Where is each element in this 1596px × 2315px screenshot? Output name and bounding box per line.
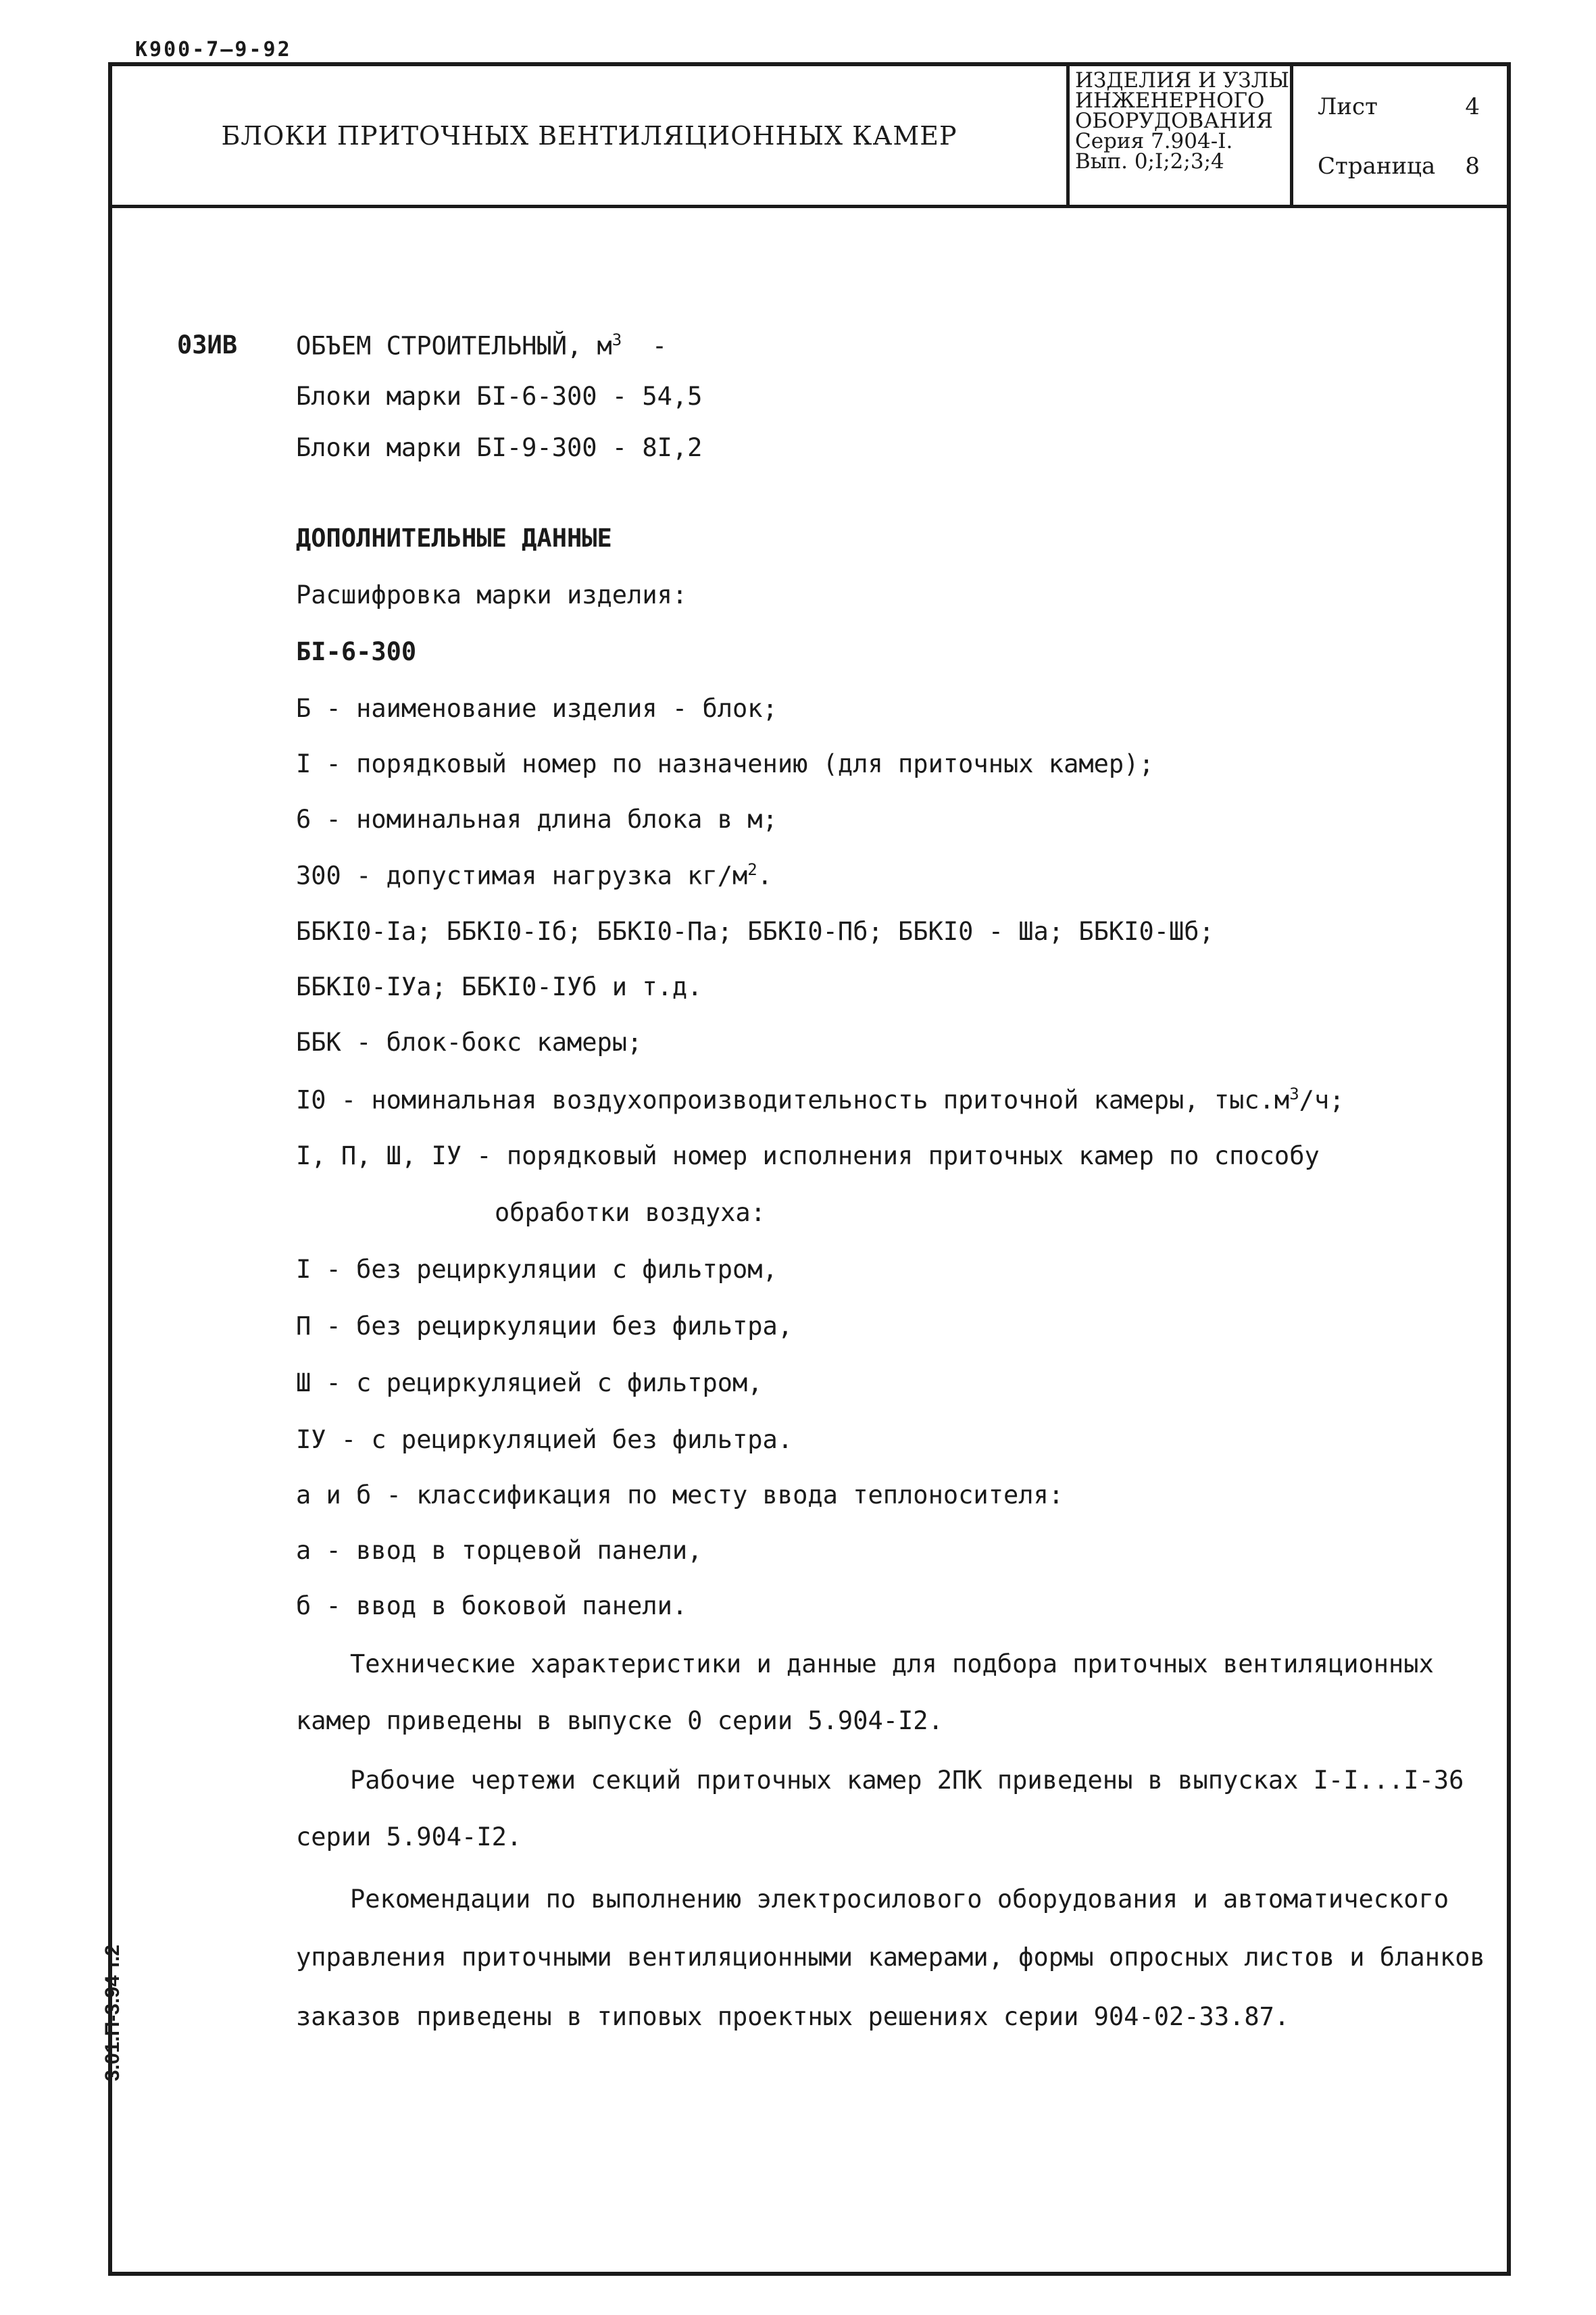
document-code: К900-7—9-92 bbox=[135, 38, 292, 61]
series-line: Серия 7.904-I. bbox=[1075, 129, 1233, 153]
decode-line-b: Б - наименование изделия - блок; bbox=[296, 694, 778, 723]
capacity-text: I0 - номинальная воздухопроизводительность приточной камеры, тыс.м bbox=[296, 1085, 1290, 1115]
paragraph-1-line-2: камер приведены в выпуске 0 серии 5.904-I2. bbox=[296, 1706, 943, 1735]
sheet-row bbox=[1318, 93, 1480, 120]
decode-line-300 bbox=[296, 860, 772, 890]
series-block bbox=[1070, 66, 1293, 205]
page-row bbox=[1318, 153, 1480, 180]
paragraph-3-line-1: Рекомендации по выполнению электросилового оборудования и автоматического bbox=[350, 1885, 1449, 1914]
title-block bbox=[112, 66, 1507, 208]
extra-data-title: ДОПОЛНИТЕЛЬНЫЕ ДАННЫЕ bbox=[296, 524, 612, 553]
volume-unit-sup: 3 bbox=[612, 330, 622, 349]
option-4: IУ - с рециркуляцией без фильтра. bbox=[296, 1425, 793, 1454]
block-volume-2: Блоки марки БI-9-300 - 8I,2 bbox=[296, 433, 703, 462]
series-line: ИНЖЕНЕРНОГО bbox=[1075, 89, 1265, 113]
input-a: а - ввод в торцевой панели, bbox=[296, 1536, 703, 1565]
series-line: ОБОРУДОВАНИЯ bbox=[1075, 109, 1273, 133]
load-end: . bbox=[757, 861, 773, 891]
decode-line-6: 6 - номинальная длина блока в м; bbox=[296, 805, 778, 834]
paragraph-1-line-1: Технические характеристики и данные для подбора приточных вентиляционных bbox=[350, 1649, 1434, 1678]
block-volume-1: Блоки марки БI-6-300 - 54,5 bbox=[296, 382, 703, 411]
load-text: 300 - допустимая нагрузка кг/м bbox=[296, 861, 748, 891]
capacity-sup: 3 bbox=[1289, 1085, 1299, 1103]
bbk-list-2: ББКI0-IУа; ББКI0-IУб и т.д. bbox=[296, 972, 703, 1001]
sheet-label: Лист bbox=[1318, 93, 1378, 120]
document-body bbox=[112, 205, 1507, 2272]
paragraph-2-line-2: серии 5.904-I2. bbox=[296, 1822, 522, 1851]
page-label: Страница bbox=[1318, 153, 1436, 180]
page-title: БЛОКИ ПРИТОЧНЫХ ВЕНТИЛЯЦИОННЫХ КАМЕР bbox=[112, 66, 1070, 205]
input-b: б - ввод в боковой панели. bbox=[296, 1591, 688, 1620]
series-line: ИЗДЕЛИЯ И УЗЛЫ bbox=[1075, 68, 1289, 93]
bbk-list-1: ББКI0-Iа; ББКI0-Iб; ББКI0-Пa; ББКI0-Пб; ББКI0 - Шa; ББКI0-Шб; bbox=[296, 917, 1214, 946]
sheet-info bbox=[1293, 66, 1507, 205]
option-3: Ш - с рециркуляцией с фильтром, bbox=[296, 1368, 763, 1397]
roman-line: I, П, Ш, IУ - порядковый номер исполнения приточных камер по способу bbox=[296, 1141, 1320, 1170]
drawing-sheet bbox=[108, 62, 1511, 2276]
load-sup: 2 bbox=[747, 860, 757, 879]
sheet-number: 4 bbox=[1465, 93, 1480, 120]
volume-dash: - bbox=[651, 331, 668, 361]
paragraph-3-line-2: управления приточными вентиляционными камерами, формы опросных листов и бланков bbox=[296, 1943, 1485, 1972]
bbk-line: ББК - блок-бокс камеры; bbox=[296, 1028, 643, 1057]
volume-heading bbox=[296, 330, 667, 360]
paragraph-3-line-3: заказов приведены в типовых проектных решениях серии 904-02-33.87. bbox=[296, 2002, 1290, 2031]
doc-code-mark: 03ИВ bbox=[177, 330, 238, 359]
archive-stamp: 3.01.П-3.94 т.2 bbox=[101, 1944, 124, 2081]
roman-continuation: обработки воздуха: bbox=[495, 1198, 766, 1227]
decode-title: Расшифровка марки изделия: bbox=[296, 580, 688, 609]
paragraph-2-line-1: Рабочие чертежи секций приточных камер 2ПК приведены в выпусках I-I...I-36 bbox=[350, 1766, 1464, 1795]
series-line: Вып. 0;I;2;3;4 bbox=[1075, 149, 1224, 174]
volume-title: ОБЪЕМ СТРОИТЕЛЬНЫЙ, м bbox=[296, 331, 612, 361]
ab-classification: а и б - классификация по месту ввода теплоносителя: bbox=[296, 1480, 1064, 1510]
page-number: 8 bbox=[1465, 153, 1480, 180]
product-mark: БI-6-300 bbox=[296, 637, 417, 666]
capacity-end: /ч; bbox=[1299, 1085, 1345, 1115]
option-1: I - без рециркуляции с фильтром, bbox=[296, 1255, 778, 1284]
capacity-line bbox=[296, 1085, 1345, 1114]
option-2: П - без рециркуляции без фильтра, bbox=[296, 1312, 793, 1341]
decode-line-i: I - порядковый номер по назначению (для приточных камер); bbox=[296, 749, 1154, 778]
